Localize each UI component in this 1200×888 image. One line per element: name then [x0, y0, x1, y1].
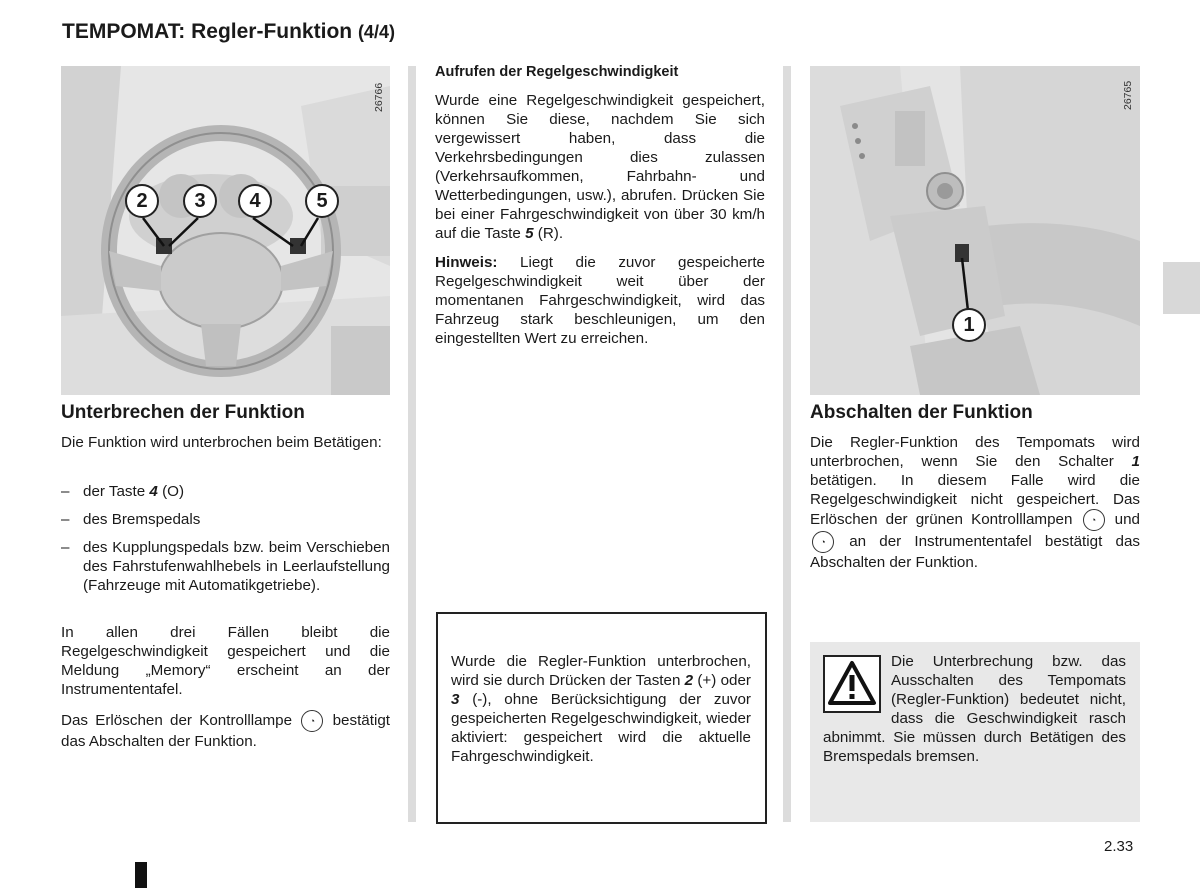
warning-box [810, 642, 1140, 822]
speedometer-lamp-icon: ◔ [301, 710, 323, 732]
figure-code: 26765 [1122, 80, 1134, 110]
callout-1: 1 [952, 308, 986, 342]
callout-3: 3 [183, 184, 217, 218]
list-item: – des Bremspedals [61, 510, 390, 529]
switch-off-paragraph: Die Regler-Funktion des Tempomats wird unterbrochen, wenn Sie den Schalter 1 betätigen. In diesem Falle wird die Regelgeschwindigkeit nicht gespeichert. Das Erlöschen der grünen Kontrolllampen ◔ und ◔ an der Instrumententafel bestätigt das Abschalten der Funktion. [810, 434, 1140, 571]
steering-wheel-figure [61, 66, 390, 395]
section-heading-interrupt: Unterbrechen der Funktion [61, 402, 305, 423]
figure-code: 26766 [373, 82, 385, 112]
callout-2: 2 [125, 184, 159, 218]
title-text: TEMPOMAT: Regler-Funktion [62, 20, 353, 43]
center-console-illustration [810, 66, 1140, 395]
recall-subheading: Aufrufen der Regelgeschwindigkeit [435, 64, 679, 80]
page-number: 2.33 [1104, 838, 1134, 855]
page-title [62, 20, 395, 44]
reactivation-text: Wurde die Regler-Funktion unterbrochen, wird sie durch Drücken der Tasten 2 (+) oder 3 (-), ohne Berücksichtigung der zuvor gespeicherten Regelgeschwindigkeit, wieder aktiviert: gespeichert wird die aktuelle Fahrgeschwindigkeit. [451, 653, 751, 765]
cruise-control-lamp-icon: ◔ [1083, 509, 1105, 531]
recall-paragraph: Wurde eine Regelgeschwindigkeit gespeichert, können Sie diese, nachdem Sie sich vergewissert haben, dass die Verkehrsbedingungen dies zulassen (Verkehrsaufkommen, Fahrbahn- und Wetterbedingungen, usw.), abrufen. Drücken Sie bei einer Fahrgeschwindigkeit von über 30 km/h auf die Taste 5 (R). [435, 92, 765, 242]
title-suffix: (4/4) [357, 22, 395, 42]
callout-4: 4 [238, 184, 272, 218]
column-separator-right [783, 66, 791, 822]
memory-paragraph: In allen drei Fällen bleibt die Regelgeschwindigkeit gespeichert und die Meldung „Memory“ erscheint an der Instrumententafel. [61, 624, 390, 698]
section-heading-switch-off: Abschalten der Funktion [810, 402, 1033, 423]
steering-wheel-illustration [61, 66, 390, 395]
warning-text: Die Unterbrechung bzw. das Ausschalten des Tempomats (Regler-Funktion) bedeutet nicht, dass die Geschwindigkeit rasch abnimmt. Sie müssen durch Betätigen des Bremspedals bremsen. [823, 653, 1126, 765]
list-item: – der Taste 4 (O) [61, 482, 390, 501]
note-paragraph: Hinweis: Liegt die zuvor gespeicherte Regelgeschwindigkeit weit über der momentanen Fahrgeschwindigkeit, wird das Fahrzeug stark beschleunigen, um den eingestellten Wert zu erreichen. [435, 254, 765, 347]
lamp-paragraph: Das Erlöschen der Kontrolllampe ◔ bestätigt das Abschalten der Funktion. [61, 710, 390, 751]
speedometer-lamp-icon: ◔ [812, 531, 834, 553]
center-console-figure [810, 66, 1140, 395]
interrupt-intro: Die Funktion wird unterbrochen beim Betätigen: [61, 434, 382, 451]
callout-5: 5 [305, 184, 339, 218]
reactivation-info-box [436, 612, 767, 824]
chapter-tab-marker [1163, 262, 1200, 314]
bottom-edge-bar [135, 862, 147, 888]
column-separator-left [408, 66, 416, 822]
interrupt-list [61, 482, 390, 604]
list-item: – des Kupplungspedals bzw. beim Verschieben des Fahrstufenwahlhebels in Leerlaufstellung (Fahrzeuge mit Automatikgetriebe). [61, 538, 390, 595]
